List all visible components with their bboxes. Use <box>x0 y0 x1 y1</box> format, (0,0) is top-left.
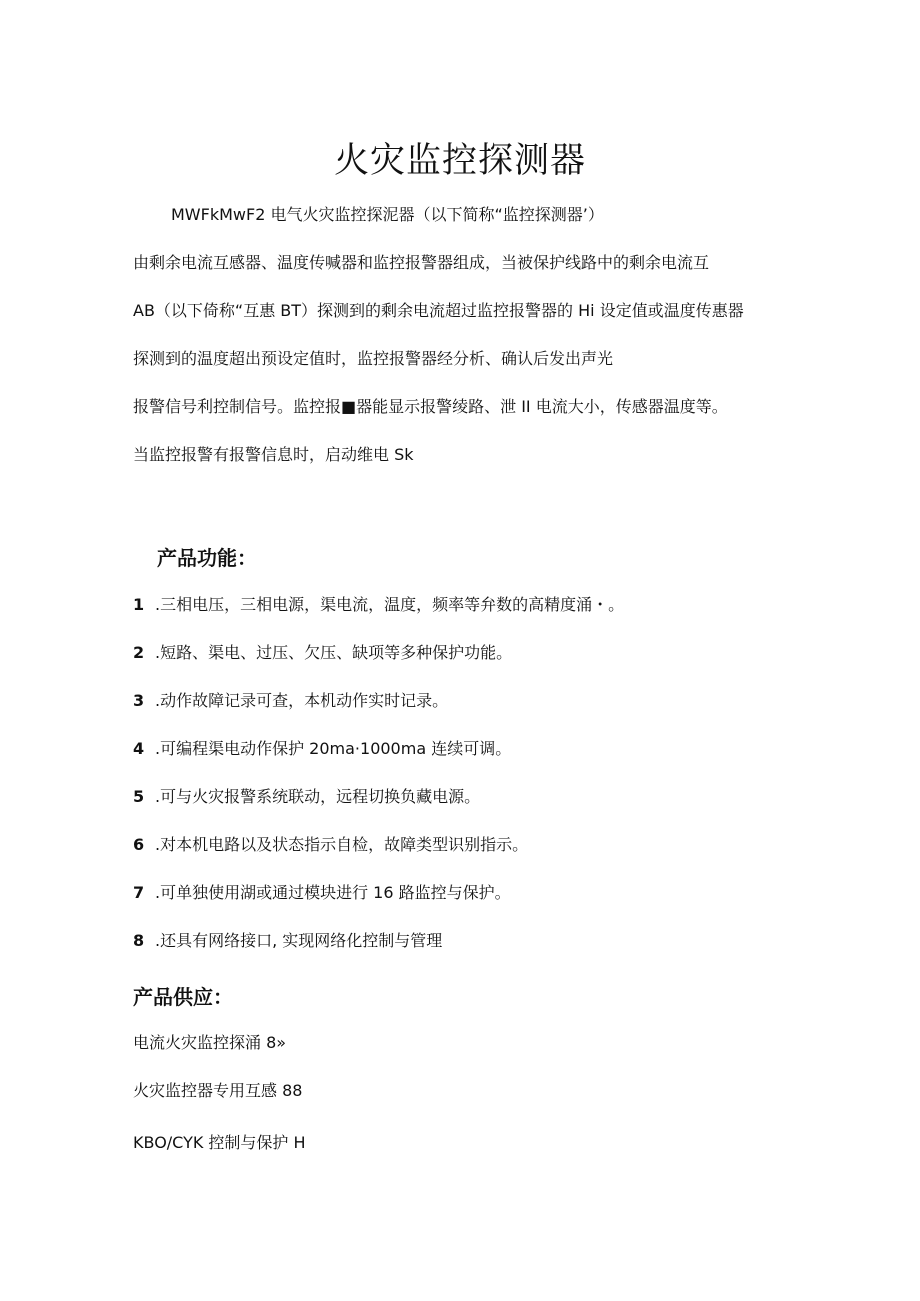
function-number: 7 <box>133 883 145 902</box>
function-text: .对本机电路以及状态指示自检，故障类型识别指示。 <box>155 835 529 854</box>
function-number: 3 <box>133 691 145 710</box>
function-text: .可单独使用湖或通过模块进行 16 路监控与保护。 <box>155 883 511 902</box>
function-text: .三相电压，三相电源，渠电流，温度，频率等弁数的高精度涌・。 <box>155 595 625 614</box>
function-number: 5 <box>133 787 145 806</box>
intro-line: 由剩余电流互感器、温度传喊器和监控报警器组成，当被保护线路中的剩余电流互 <box>133 253 710 272</box>
intro-line: 探测到的温度超出预设定值时，监控报警器经分析、确认后发出声光 <box>133 349 614 368</box>
function-item <box>133 594 624 616</box>
document-title: 火灾监控探测器 <box>333 141 586 181</box>
supply-item: KBO/CYK 控制与保护 H <box>133 1133 306 1152</box>
function-number: 4 <box>133 739 145 758</box>
supply-heading: 产品供应： <box>133 985 233 1009</box>
functions-heading: 产品功能： <box>157 546 257 570</box>
function-text: .可编程渠电动作保护 20ma·1000ma 连续可调。 <box>155 739 512 758</box>
function-item <box>133 642 512 664</box>
function-text: .短路、渠电、过压、欠压、缺项等多种保护功能。 <box>155 643 513 662</box>
function-text: .动作故障记录可查，本机动作实时记录。 <box>155 691 449 710</box>
function-number: 1 <box>133 595 145 614</box>
function-item <box>133 834 528 856</box>
function-item <box>133 690 448 712</box>
intro-line: MWFkMwF2 电气火灾监控探泥器（以下简称“监控探测器’） <box>171 205 604 224</box>
function-item <box>133 738 511 760</box>
function-text: .可与火灾报警系统联动，远程切换负藏电源。 <box>155 787 481 806</box>
intro-line: 当监控报警有报警信息时，启动维电 Sk <box>133 445 414 464</box>
function-number: 8 <box>133 931 145 950</box>
function-text: .还具有网络接口, 实现网络化控制与管理 <box>155 931 443 950</box>
supply-item: 火灾监控器专用互感 88 <box>133 1081 303 1100</box>
supply-item: 电流火灾监控探涌 8» <box>133 1033 287 1052</box>
intro-line: 报警信号利控制信号。监控报■器能显示报警绫路、泄 II 电流大小，传感器温度等。 <box>133 397 728 416</box>
function-item <box>133 786 480 808</box>
function-item <box>133 930 442 952</box>
function-number: 2 <box>133 643 145 662</box>
intro-line: AB（以下倚称“互惠 BT）探测到的剩余电流超过监控报警器的 Hi 设定值或温度传惠器 <box>133 301 744 320</box>
function-item <box>133 882 511 904</box>
function-number: 6 <box>133 835 145 854</box>
